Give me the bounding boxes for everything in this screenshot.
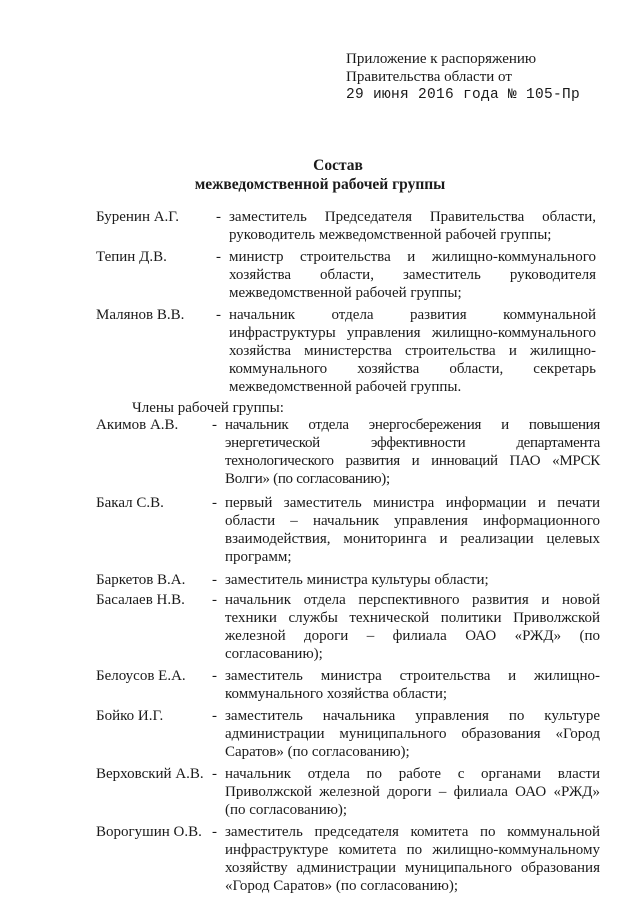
dash: - (216, 307, 221, 323)
person-name: Басалаев Н.В. (96, 592, 185, 608)
document-title (0, 156, 640, 194)
leadership-list (96, 208, 596, 396)
person-name: Буренин А.Г. (96, 209, 180, 225)
person-name: Бакал С.В. (96, 495, 164, 511)
dash: - (212, 824, 217, 840)
list-item (96, 591, 600, 663)
person-role: заместитель председателя комитета по коммунальной инфраструктуре комитета по жилищно-коммунальному хозяйству администрации муниципального образования «Город Саратов» (по согласованию); (225, 824, 600, 894)
person-name: Баркетов В.А. (96, 572, 186, 588)
dash: - (216, 209, 221, 225)
list-item (96, 571, 600, 589)
person-role: заместитель Председателя Правительства области, руководитель межведомственной рабочей группы; (229, 209, 596, 243)
dash: - (212, 592, 217, 608)
dash: - (212, 572, 217, 588)
dash: - (212, 766, 217, 782)
list-item (96, 306, 596, 396)
list-item (96, 707, 600, 761)
person-role: начальник отдела по работе с органами власти Приволжской железной дороги – филиала ОАО «РЖД» (по согласованию); (225, 766, 600, 818)
list-item (96, 416, 600, 488)
person-role: начальник отдела перспективного развития и новой техники службы технической политики Приволжской железной дороги – филиала ОАО «РЖД» (по согласованию); (225, 592, 600, 662)
person-role: министр строительства и жилищно-коммунального хозяйства области, заместитель руководителя межведомственной рабочей группы; (229, 249, 596, 301)
dash: - (216, 249, 221, 265)
dash: - (212, 668, 217, 684)
list-item (96, 248, 596, 302)
person-name: Бойко И.Г. (96, 708, 164, 724)
person-name: Верховский А.В. (96, 766, 204, 782)
header-line-3: 29 июня 2016 года № 105-Пр (346, 87, 581, 103)
header-line-2: Правительства области от (346, 69, 512, 85)
person-role: начальник отдела развития коммунальной инфраструктуры управления жилищно-коммунального хозяйства министерства строительства и жилищно-коммунального хозяйства области, секретарь межведомственной рабочей группы. (229, 307, 596, 395)
person-role: заместитель министра строительства и жилищно-коммунального хозяйства области; (225, 668, 600, 702)
person-name: Белоусов Е.А. (96, 668, 186, 684)
person-role: первый заместитель министра информации и печати области – начальник управления информационного взаимодействия, мониторинга и реализации целевых программ; (225, 495, 600, 565)
person-name: Ворогушин О.В. (96, 824, 202, 840)
list-item (96, 667, 600, 703)
person-role: заместитель министра культуры области; (225, 572, 489, 588)
list-item (96, 494, 600, 566)
dash: - (212, 495, 217, 511)
title-line-1: Состав (313, 157, 363, 174)
header-line-1: Приложение к распоряжению (346, 51, 537, 67)
person-role: начальник отдела энергосбережения и повышения энергетической эффективности департамента технологического развития и инноваций ПАО «МРСК Волги» (по согласованию); (225, 417, 600, 487)
title-line-2: межведомственной рабочей группы (194, 176, 446, 193)
appendix-header (346, 50, 636, 104)
list-item (96, 208, 596, 244)
person-name: Акимов А.В. (96, 417, 179, 433)
members-label: Члены рабочей группы: (132, 400, 284, 416)
person-role: заместитель начальника управления по культуре администрации муниципального образования «Город Саратов» (по согласованию); (225, 708, 600, 760)
dash: - (212, 417, 217, 433)
person-name: Малянов В.В. (96, 307, 185, 323)
dash: - (212, 708, 217, 724)
members-list (96, 416, 600, 895)
list-item (96, 823, 600, 895)
person-name: Тепин Д.В. (96, 249, 167, 265)
list-item (96, 765, 600, 819)
